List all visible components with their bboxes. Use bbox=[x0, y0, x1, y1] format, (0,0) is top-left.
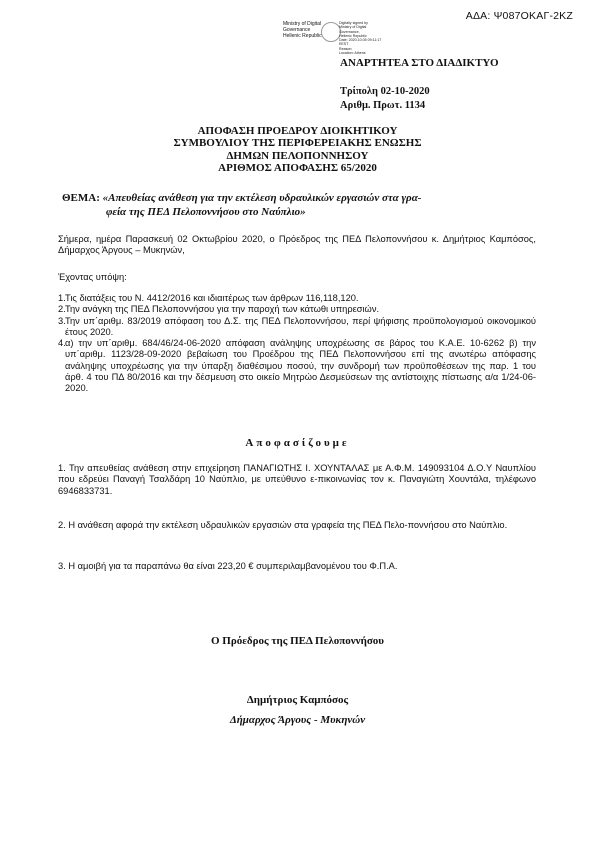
signature-left-text bbox=[283, 21, 322, 39]
title-line: ΑΠΟΦΑΣΗ ΠΡΟΕΔΡΟΥ ΔΙΟΙΚΗΤΙΚΟΥ bbox=[197, 125, 398, 137]
list-item-text: α) την υπ΄αριθμ. 684/46/24-06-2020 απόφαση ανάληψης υποχρέωσης σε βάρος του Κ.Α.Ε. 10-6262 β) την υπ΄αριθμ. 1123/28-09-2020 βεβαίωση του Προέδρου της ΠΕΔ Πελοποννήσου επί της ανωτέρω απόφασης ανάληψης υποχρέωσης για την ύπαρξη διαθέσιμου ποσού, την συνδρομή των προϋποθέσεων της παρ. 1 του άρθ. 4 του ΠΔ 80/2016 και την δέσμευση στο οικείο Μητρώο Δεσμεύσεων της αντίστοιχης πίστωσης α/α 1/24-06-2020. bbox=[65, 338, 536, 394]
signature-right-line: EEST bbox=[339, 42, 349, 47]
signature-right-line: Governance, bbox=[339, 29, 360, 34]
list-item bbox=[58, 293, 536, 304]
considerations-list bbox=[58, 293, 536, 395]
decision-title bbox=[0, 125, 595, 175]
digital-signature-stamp bbox=[283, 21, 433, 61]
signature-right-line: Date: 2020.10.05 09:11:17 bbox=[339, 38, 382, 43]
decision-heading: Αποφασίζουμε bbox=[245, 437, 350, 449]
signature-left-line: Ministry of Digital bbox=[283, 21, 322, 27]
signature-left-line: Governance bbox=[283, 27, 311, 33]
list-item bbox=[58, 338, 536, 394]
signature-right-line: Reason: bbox=[339, 46, 353, 51]
ada-code: ΑΔΑ: Ψ087ΟΚΑΓ-2ΚΖ bbox=[465, 10, 573, 22]
considering-heading: Έχοντας υπόψη: bbox=[58, 272, 127, 282]
closing-line: Ο Πρόεδρος της ΠΕΔ Πελοποννήσου bbox=[210, 635, 385, 647]
decision-item-1: 1. Την απευθείας ανάθεση στην επιχείρηση ΠΑΝΑΓΙΩΤΗΣ Ι. ΧΟΥΝΤΑΛΑΣ με Α.Φ.Μ. 149093104 Δ.Ο.Υ Ναυπλίου που εδρεύει Παναγή Τσαλδάρη 10 Ναύπλιο, με υπεύθυνο ε-πικοινωνίας τον κ. Παναγιώτη Χουντάλα, τηλέφωνο 6946833731. bbox=[58, 463, 536, 496]
list-item-number: 2. bbox=[58, 304, 66, 315]
signature-seal-icon bbox=[321, 22, 341, 42]
list-item-text: Την υπ΄αριθμ. 83/2019 απόφαση του Δ.Σ. της ΠΕΔ Πελοποννήσου, περί ψήφισης προϋπολογισμού οικονομικού έτους 2020. bbox=[65, 315, 536, 337]
place-date: Τρίπολη 02-10-2020 bbox=[340, 86, 430, 97]
subject-line-1: «Απευθείας ανάθεση για την εκτέλεση υδραυλικών εργασιών στα γρα- bbox=[102, 192, 422, 204]
signature-right-line: Ministry of Digital bbox=[339, 25, 367, 30]
place-date-block bbox=[340, 85, 430, 113]
signature-right-line: Location: Athens bbox=[339, 51, 366, 56]
posting-note: ΑΝΑΡΤΗΤΕΑ ΣΤΟ ΔΙΑΔΙΚΤΥΟ bbox=[340, 57, 499, 69]
decision-item-2: 2. Η ανάθεση αφορά την εκτέλεση υδραυλικών εργασιών στα γραφεία της ΠΕΔ Πελο-ποννήσου στο Ναύπλιο. bbox=[58, 520, 508, 530]
list-item-number: 1. bbox=[58, 293, 66, 303]
intro-paragraph: Σήμερα, ημέρα Παρασκευή 02 Οκτωβρίου 2020, ο Πρόεδρος της ΠΕΔ Πελοποννήσου κ. Δημήτριος Καμπόσος, Δήμαρχος Άργους – Μυκηνών, bbox=[58, 234, 536, 256]
list-item bbox=[58, 316, 536, 339]
signature-right-line: Hellenic Republic bbox=[339, 33, 367, 38]
signer-block bbox=[0, 690, 595, 730]
subject-block bbox=[62, 191, 537, 219]
signature-right-line: Digitally signed by bbox=[339, 21, 368, 25]
title-line: ΔΗΜΩΝ ΠΕΛΟΠΟΝΝΗΣΟΥ bbox=[226, 149, 369, 162]
title-line: ΣΥΜΒΟΥΛΙΟΥ ΤΗΣ ΠΕΡΙΦΕΡΕΙΑΚΗΣ ΕΝΩΣΗΣ bbox=[173, 137, 422, 150]
subject-label: ΘΕΜΑ: bbox=[62, 192, 100, 204]
subject-line-2: φεία της ΠΕΔ Πελοποννήσου στο Ναύπλιο» bbox=[106, 206, 306, 218]
title-line: ΑΡΙΘΜΟΣ ΑΠΟΦΑΣΗΣ 65/2020 bbox=[218, 162, 377, 175]
list-item-text: Τις διατάξεις του Ν. 4412/2016 και ιδιαιτέρως των άρθρων 116,118,120. bbox=[65, 293, 359, 303]
list-item bbox=[58, 304, 536, 315]
list-item-number: 4. bbox=[58, 338, 66, 349]
signer-name: Δημήτριος Καμπόσος bbox=[246, 694, 349, 706]
signature-left-line: Hellenic Republic bbox=[283, 33, 322, 39]
list-item-text: Την ανάγκη της ΠΕΔ Πελοποννήσου για την παροχή των κάτωθι υπηρεσιών. bbox=[65, 304, 380, 315]
decision-item-3: 3. Η αμοιβή για τα παραπάνω θα είναι 223,20 € συμπεριλαμβανομένου του Φ.Π.Α. bbox=[58, 561, 398, 571]
list-item-number: 3. bbox=[58, 315, 66, 326]
protocol-number: Αριθμ. Πρωτ. 1134 bbox=[340, 100, 426, 111]
signature-right-text bbox=[339, 21, 381, 55]
signer-role: Δήμαρχος Άργους - Μυκηνών bbox=[229, 714, 366, 726]
